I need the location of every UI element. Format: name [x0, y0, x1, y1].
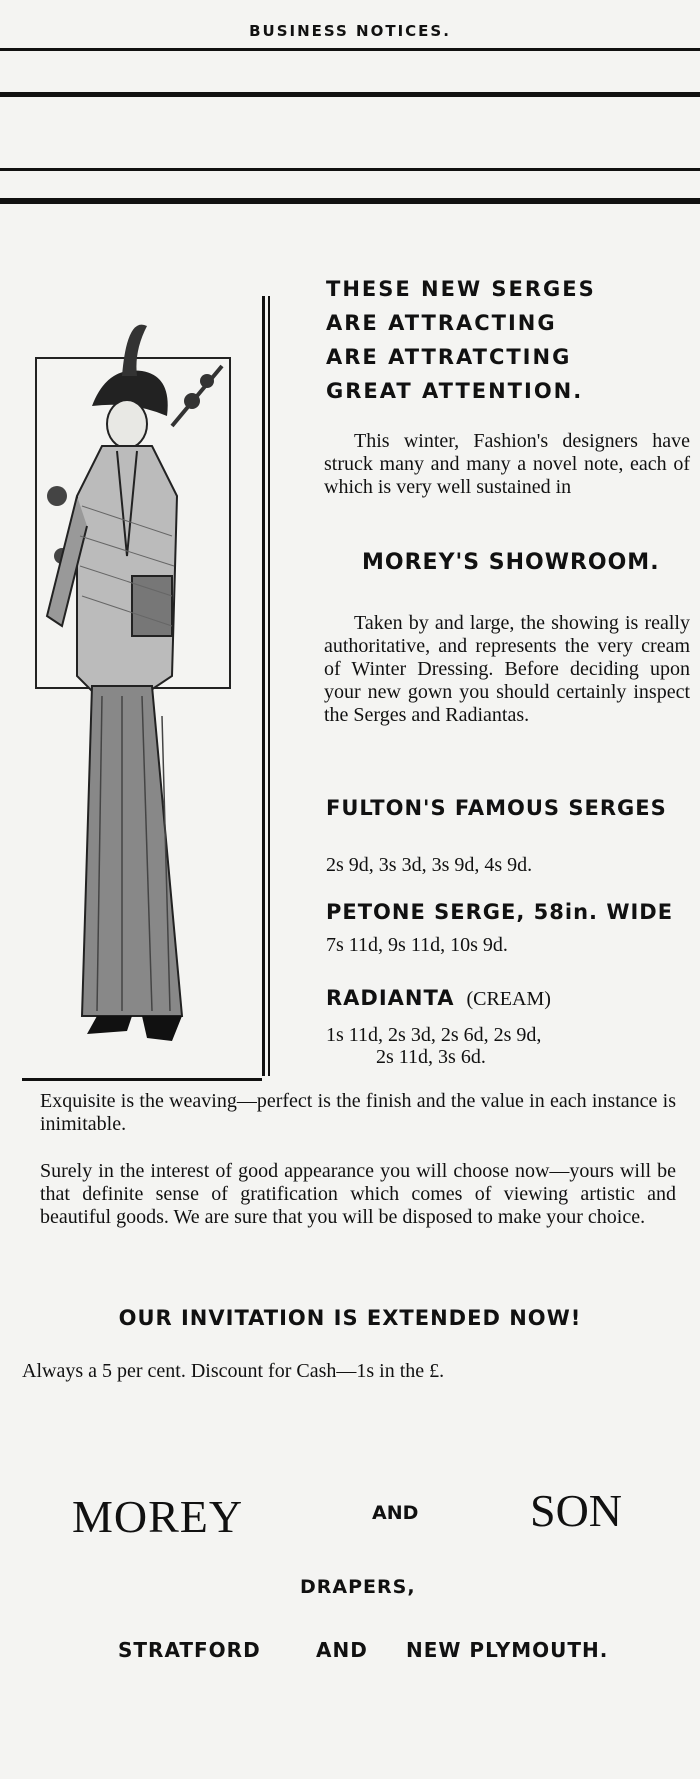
firm-name-and: AND: [372, 1502, 419, 1524]
illustration-bottom-edge: [22, 1072, 262, 1081]
paragraph-exquisite: Exquisite is the weaving—perfect is the finish and the value in each instance is inimitable.: [40, 1090, 676, 1135]
firm-name-left: MOREY: [72, 1491, 244, 1542]
showroom-paragraph: Taken by and large, the showing is really authoritative, and represents the very cream of Winter Dressing. Before deciding upon your new gown you should certainly inspect the Serges and Radiantas.: [324, 612, 690, 726]
product-radianta: [326, 986, 551, 1011]
illustration-frame: [262, 296, 270, 1076]
discount-line: Always a 5 per cent. Discount for Cash—1s in the £.: [22, 1360, 445, 1382]
product-detail-radianta: (CREAM): [466, 988, 551, 1010]
intro-paragraph: This winter, Fashion's designers have struck many and many a novel note, each of which is very well sustained in: [324, 430, 690, 498]
headline-line-1: THESE NEW SERGES: [326, 277, 596, 301]
firm-name-right: SON: [530, 1485, 623, 1536]
town-stratford: STRATFORD: [118, 1638, 261, 1662]
headline-line-3: ARE ATTRATCTING: [326, 345, 572, 369]
product-name-petone: PETONE SERGE, 58in. WIDE: [326, 900, 674, 924]
town-and: AND: [316, 1638, 368, 1662]
product-prices-fulton: 2s 9d, 3s 3d, 3s 9d, 4s 9d.: [326, 854, 533, 876]
product-name-fulton: FULTON'S FAMOUS SERGES: [326, 796, 667, 820]
trade-line: DRAPERS,: [300, 1576, 416, 1598]
top-rule: [0, 92, 700, 97]
product-prices-petone: 7s 11d, 9s 11d, 10s 9d.: [326, 934, 508, 956]
section-header: BUSINESS NOTICES.: [249, 22, 451, 40]
product-prices-radianta-2: 2s 11d, 3s 6d.: [376, 1046, 486, 1068]
ad-top-rule: [0, 198, 700, 204]
headline-line-4: GREAT ATTENTION.: [326, 379, 584, 403]
town-new-plymouth: NEW PLYMOUTH.: [406, 1638, 609, 1662]
product-prices-radianta: 1s 11d, 2s 3d, 2s 6d, 2s 9d,: [326, 1024, 542, 1046]
headline-line-2: ARE ATTRACTING: [326, 311, 557, 335]
showroom-heading: MOREY'S SHOWROOM.: [362, 550, 660, 575]
fashion-lady-illustration-icon: [22, 296, 264, 1076]
top-rule-2: [0, 168, 700, 171]
product-name-radianta: RADIANTA: [326, 986, 455, 1010]
paragraph-surely: Surely in the interest of good appearance you will choose now—yours will be that definite sense of gratification which comes of viewing artistic and beautiful goods. We are sure that you will be disposed to make your choice.: [40, 1160, 676, 1228]
invitation-line: OUR INVITATION IS EXTENDED NOW!: [118, 1306, 582, 1330]
header-rule: [0, 48, 700, 51]
